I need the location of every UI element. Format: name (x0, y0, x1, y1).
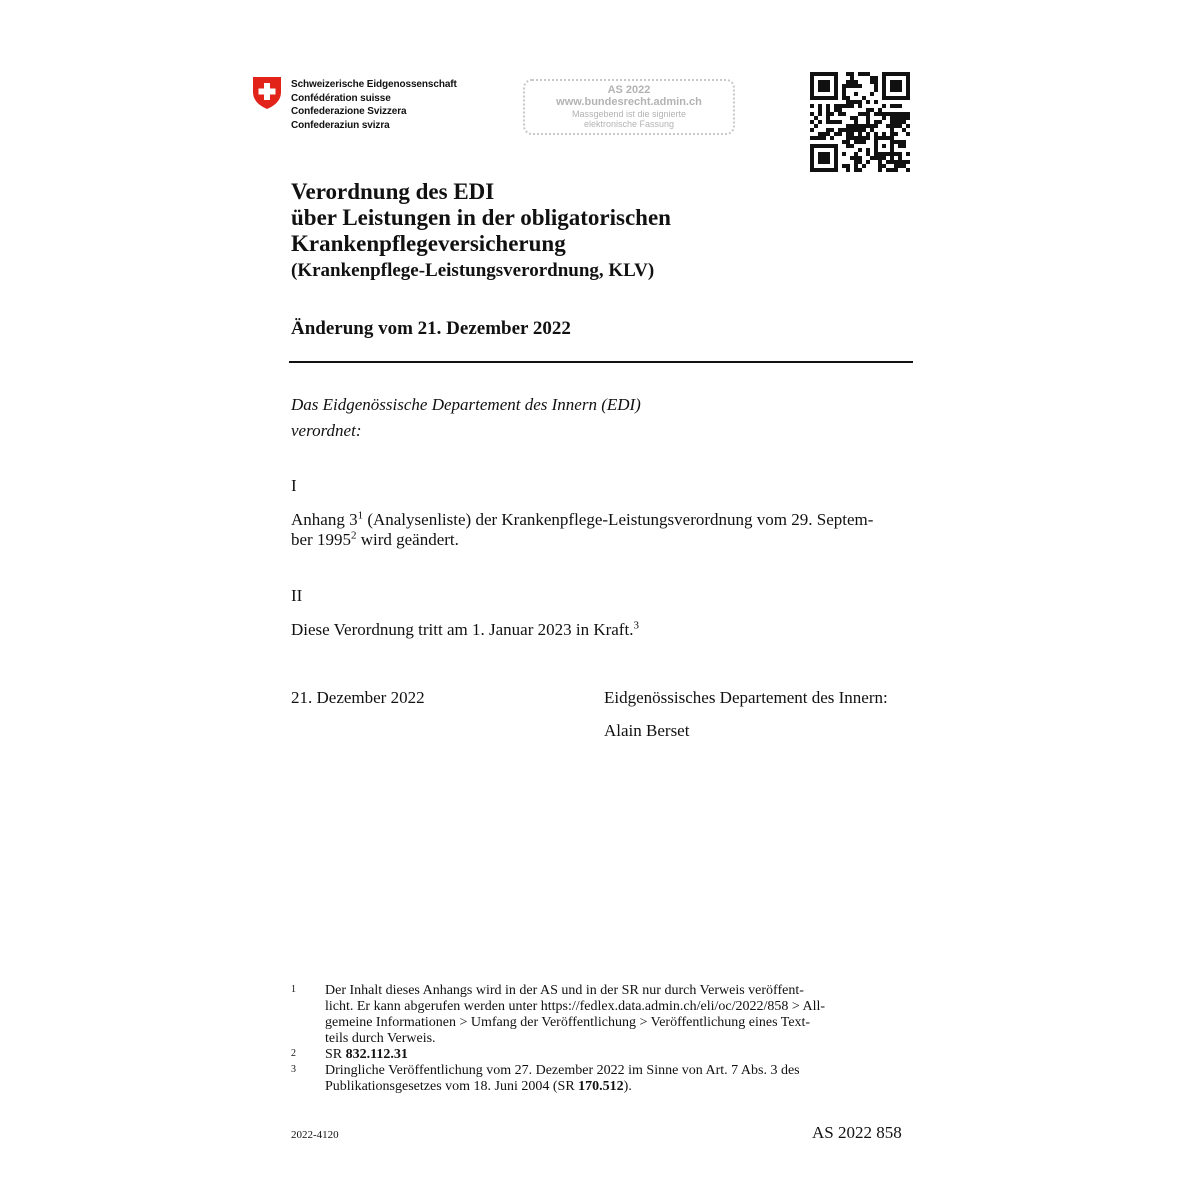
footnote-ref-1[interactable]: 1 (357, 509, 364, 522)
footnote-3-sr-number: 170.512 (578, 1079, 624, 1094)
footnote-1-number: 1 (291, 984, 296, 995)
title-divider (289, 361, 913, 363)
para1-part-d: wird geändert. (356, 530, 459, 549)
preamble (291, 392, 641, 444)
footnote-2-text (325, 1048, 408, 1062)
stamp-url: www.bundesrecht.admin.ch (556, 96, 702, 108)
footnote-3-number: 3 (291, 1064, 296, 1075)
swiss-cross-icon (252, 76, 282, 110)
preamble-line-2: verordnet: (291, 421, 362, 440)
footnote-3-line-2-suffix: ). (623, 1079, 632, 1094)
title-line-1: Verordnung des EDI (291, 179, 495, 204)
footnote-ref-3[interactable]: 3 (633, 619, 639, 632)
footnote-3-line-2-prefix: Publikationsgesetzes vom 18. Juni 2004 (SR (325, 1079, 579, 1094)
section-heading-2: II (291, 586, 303, 605)
signing-department: Eidgenössisches Departement des Innern: (604, 688, 888, 707)
confederation-name-fr: Confédération suisse (291, 92, 391, 104)
amendment-date: Änderung vom 21. Dezember 2022 (291, 318, 571, 339)
document-number: 2022-4120 (291, 1129, 339, 1141)
stamp-line-4: elektronische Fassung (583, 119, 675, 129)
para1-part-a: Anhang 3 (291, 510, 358, 529)
signature-date: 21. Dezember 2022 (291, 688, 425, 707)
footnote-1-line-1: Der Inhalt dieses Anhangs wird in der AS und in der SR nur durch Verweis veröffent- (325, 983, 804, 998)
footnote-3-line-2 (325, 1080, 632, 1094)
preamble-line-1: Das Eidgenössische Departement des Innern (EDI) (291, 395, 641, 414)
footnote-2-prefix: SR (325, 1047, 346, 1062)
section-1-text (291, 510, 911, 550)
confederation-name-de: Schweizerische Eidgenossenschaft (291, 79, 457, 90)
publication-stamp (523, 79, 735, 135)
footnote-1-line-2: licht. Er kann abgerufen werden unter https://fedlex.data.admin.ch/eli/oc/2022/858 > All- (325, 999, 826, 1014)
footnote-ref-2[interactable]: 2 (350, 529, 357, 542)
section-heading-1: I (291, 476, 297, 495)
footnote-3-line-1: Dringliche Veröffentlichung vom 27. Dezember 2022 im Sinne von Art. 7 Abs. 3 des (325, 1063, 800, 1078)
qr-code-icon (810, 72, 910, 172)
stamp-line-1: AS 2022 (607, 84, 651, 96)
stamp-line-3: Massgebend ist die signierte (571, 109, 687, 119)
confederation-names (291, 78, 457, 132)
ordinance-title (291, 179, 671, 257)
signer-name: Alain Berset (604, 721, 690, 740)
section-2-text (291, 620, 639, 640)
ordinance-subtitle: (Krankenpflege-Leistungsverordnung, KLV) (291, 260, 655, 281)
as-reference: AS 2022 858 (812, 1123, 902, 1142)
confederation-name-it: Confederazione Svizzera (291, 106, 407, 117)
footnote-1-line-4: teils durch Verweis. (325, 1031, 436, 1046)
title-line-3: Krankenpflegeversicherung (291, 231, 566, 256)
footnote-2-number: 2 (291, 1048, 296, 1059)
para1-part-c: ber 1995 (291, 530, 351, 549)
title-line-2: über Leistungen in der obligatorischen (291, 205, 671, 230)
footnote-2-sr-number: 832.112.31 (345, 1047, 408, 1062)
para1-part-b: (Analysenliste) der Krankenpflege-Leistungsverordnung vom 29. Septem- (363, 510, 874, 529)
para2-text: Diese Verordnung tritt am 1. Januar 2023 in Kraft. (291, 620, 634, 639)
confederation-name-rm: Confederaziun svizra (291, 119, 390, 131)
footnote-1-line-3: gemeine Informationen > Umfang der Veröffentlichung > Veröffentlichung eines Text- (325, 1015, 811, 1030)
